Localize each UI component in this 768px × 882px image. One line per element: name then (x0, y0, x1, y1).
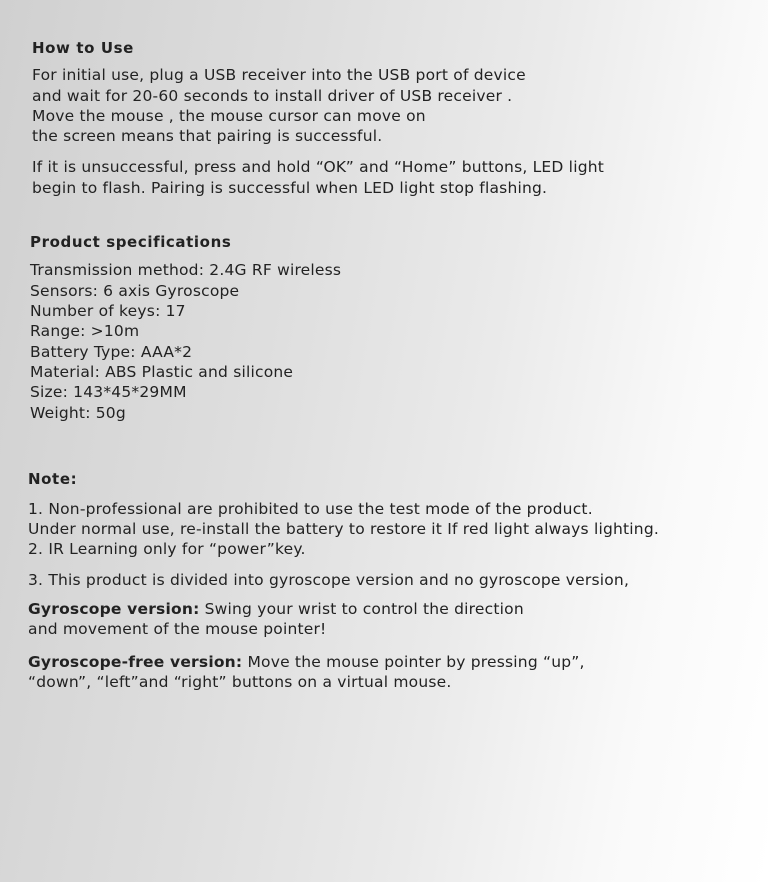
gyroscope-version-line (28, 599, 524, 619)
note-line: 3. This product is divided into gyroscope version and no gyroscope version, (28, 571, 630, 589)
gyroscope-free-version-label: Gyroscope-free version: (28, 653, 243, 671)
how-to-use-line: If it is unsuccessful, press and hold “OK” and “Home” buttons, LED light (32, 158, 605, 176)
note-heading: Note: (28, 470, 78, 488)
spec-line: Size: 143*45*29MM (30, 383, 187, 401)
spec-line: Sensors: 6 axis Gyroscope (30, 282, 240, 300)
spec-line: Number of keys: 17 (30, 302, 186, 320)
gyroscope-free-version-text-2: “down”, “left”and “right” buttons on a virtual mouse. (28, 673, 452, 691)
spec-line: Battery Type: AAA*2 (30, 343, 193, 361)
spec-line: Range: >10m (30, 322, 140, 340)
spec-line: Transmission method: 2.4G RF wireless (30, 261, 342, 279)
how-to-use-line: For initial use, plug a USB receiver into the USB port of device (32, 66, 526, 84)
how-to-use-line: and wait for 20-60 seconds to install driver of USB receiver . (32, 87, 513, 105)
how-to-use-line: begin to flash. Pairing is successful when LED light stop flashing. (32, 179, 548, 197)
gyroscope-free-version-line (28, 652, 585, 672)
gyroscope-version-label: Gyroscope version: (28, 600, 200, 618)
spec-line: Material: ABS Plastic and silicone (30, 363, 294, 381)
gyroscope-version-text: Swing your wrist to control the direction (199, 600, 524, 618)
note-line: Under normal use, re-install the battery to restore it If red light always lighting. (28, 520, 659, 538)
note-line: 1. Non-professional are prohibited to use the test mode of the product. (28, 500, 593, 518)
note-line: 2. IR Learning only for “power”key. (28, 540, 306, 558)
gyroscope-free-version-text: Move the mouse pointer by pressing “up”, (242, 653, 585, 671)
spec-line: Weight: 50g (30, 404, 126, 422)
how-to-use-heading: How to Use (32, 39, 134, 57)
gyroscope-version-text-2: and movement of the mouse pointer! (28, 620, 327, 638)
product-specifications-heading: Product specifications (30, 233, 232, 251)
how-to-use-line: the screen means that pairing is successful. (32, 127, 383, 145)
how-to-use-line: Move the mouse , the mouse cursor can move on (32, 107, 426, 125)
